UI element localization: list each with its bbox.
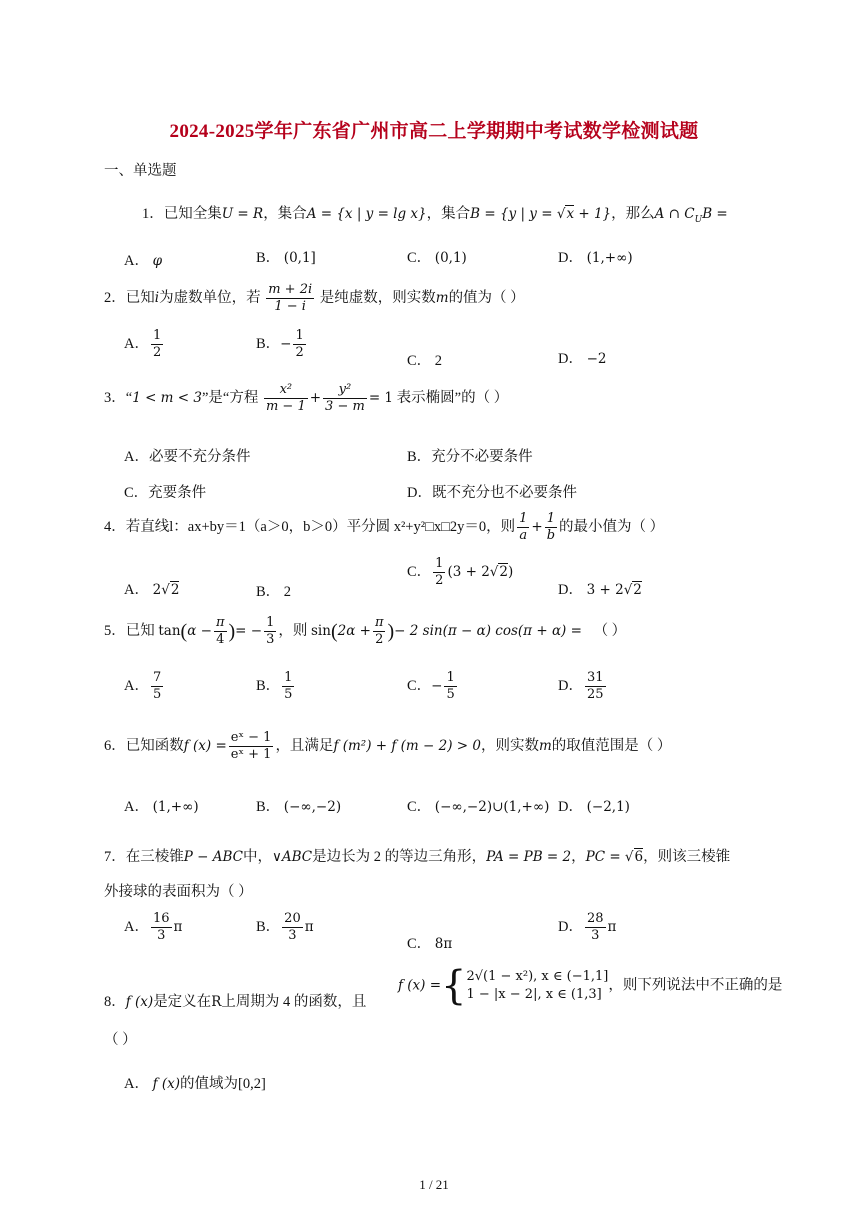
q4-option-a[interactable]: A． 2√2: [124, 582, 180, 598]
q5-option-c[interactable]: C．− $\frac{1}{5}$: [407, 670, 455, 703]
question-7: 7．在三棱锥P − ABC中，∨ABC是边长为 2 的等边三角形，PA = PB = 2，PC = √6，则该三棱锥: [104, 849, 731, 865]
q3-option-a[interactable]: A．必要不充分条件: [124, 449, 251, 465]
q1-option-d[interactable]: D． (1,+∞): [558, 250, 633, 266]
q7-option-a[interactable]: A． $\frac{16}{3}$ π: [124, 911, 183, 944]
q1-option-a[interactable]: A． φ: [124, 253, 163, 269]
question-8: 8．f (x)是定义在R上周期为 4 的函数，且: [104, 994, 367, 1010]
q4-option-d[interactable]: D． 3 + 2√2: [558, 582, 642, 598]
question-8-line-2: （ ）: [104, 1032, 137, 1048]
fraction: $\frac{\text{y²}}{3 - m}$: [325, 382, 365, 415]
question-2: 2．已知i为虚数单位，若 $\frac{m + 2i}{1 - i}$ 是纯虚数，则实数m的值为（ ）: [104, 282, 525, 315]
question-6: 6．已知函数f (x) = $\frac{\text{eˣ − 1}}{\text{eˣ + 1}}$ ，且满足f (m²) + f (m − 2) > 0，则实数m的取值范围是（ ）: [104, 730, 672, 763]
q3-option-d[interactable]: D．既不充分也不必要条件: [407, 485, 577, 501]
q1-option-b[interactable]: B． (0,1]: [256, 250, 316, 266]
q7-option-c[interactable]: C． 8π: [407, 936, 453, 952]
fraction: $\frac{\text{x²}}{m - 1}$: [265, 382, 306, 415]
question-4: 4．若直线l：ax+by＝1（a＞0，b＞0）平分圆 x²+y²□x□2y＝0，则 $\frac{1}{a}$ + $\frac{1}{b}$ 的最小值为（ ）: [104, 511, 665, 544]
q2-option-b[interactable]: B．− $\frac{1}{2}$: [256, 328, 304, 361]
question-1: 1．已知全集U = R，集合A = {x | y = lg x}，集合B = {y | y = √x + 1}，那么A ∩ $C_UB$ =: [142, 206, 728, 225]
fraction: $\frac{1}{b}$: [546, 511, 556, 544]
fraction: $\frac{m + 2i}{1 - i}$: [268, 282, 313, 315]
question-5: 5．已知 tan(α − $\frac{\pi}{4}$ )= − $\frac{1}{3}$ ，则 sin(2α + $\frac{\pi}{2}$ )− 2 sin(π − α) cos(π + α) = （ ）: [104, 615, 627, 648]
page-number: 1 / 21: [419, 1177, 449, 1192]
section-heading: 一、单选题: [104, 163, 177, 179]
q7-option-d[interactable]: D． $\frac{28}{3}$ π: [558, 911, 617, 944]
q3-option-b[interactable]: B．充分不必要条件: [407, 449, 533, 465]
q4-option-c[interactable]: C． $\frac{1}{2}$ (3 + 2√2): [407, 556, 514, 589]
q8-piecewise: f (x) ={ 2√(1 − x²), x ∈ (−1,1] 1 − |x − 2|, x ∈ (1,3] ，则下列说法中不正确的是: [398, 963, 783, 1009]
q5-option-a[interactable]: A． $\frac{7}{5}$: [124, 670, 162, 703]
q6-option-a[interactable]: A． (1,+∞): [124, 799, 199, 815]
q3-option-c[interactable]: C．充要条件: [124, 485, 207, 501]
q2-option-a[interactable]: A． $\frac{1}{2}$: [124, 328, 162, 361]
q5-option-b[interactable]: B． $\frac{1}{5}$: [256, 670, 293, 703]
q6-option-c[interactable]: C． (−∞,−2)∪(1,+∞): [407, 799, 550, 815]
question-7-line-2: 外接球的表面积为（ ）: [104, 884, 253, 900]
q1-option-c[interactable]: C． (0,1): [407, 250, 467, 266]
q6-option-d[interactable]: D． (−2,1): [558, 799, 630, 815]
q6-option-b[interactable]: B． (−∞,−2): [256, 799, 342, 815]
q8-option-a[interactable]: A． f (x)的值域为[0,2]: [124, 1076, 266, 1092]
question-3: 3．“1 < m < 3”是“方程 $\frac{\text{x²}}{m - 1}$ + $\frac{\text{y²}}{3 - m}$ = 1 表示椭圆”的（ ）: [104, 382, 509, 415]
page-title: 2024-2025学年广东省广州市高二上学期期中考试数学检测试题: [169, 121, 699, 142]
q5-option-d[interactable]: D． $\frac{31}{25}$: [558, 670, 604, 703]
q2-option-c[interactable]: C． 2: [407, 353, 443, 369]
q7-option-b[interactable]: B． $\frac{20}{3}$ π: [256, 911, 314, 944]
q4-option-b[interactable]: B． 2: [256, 584, 292, 600]
fraction: $\frac{1}{a}$: [519, 511, 528, 544]
q2-option-d[interactable]: D． −2: [558, 351, 607, 367]
